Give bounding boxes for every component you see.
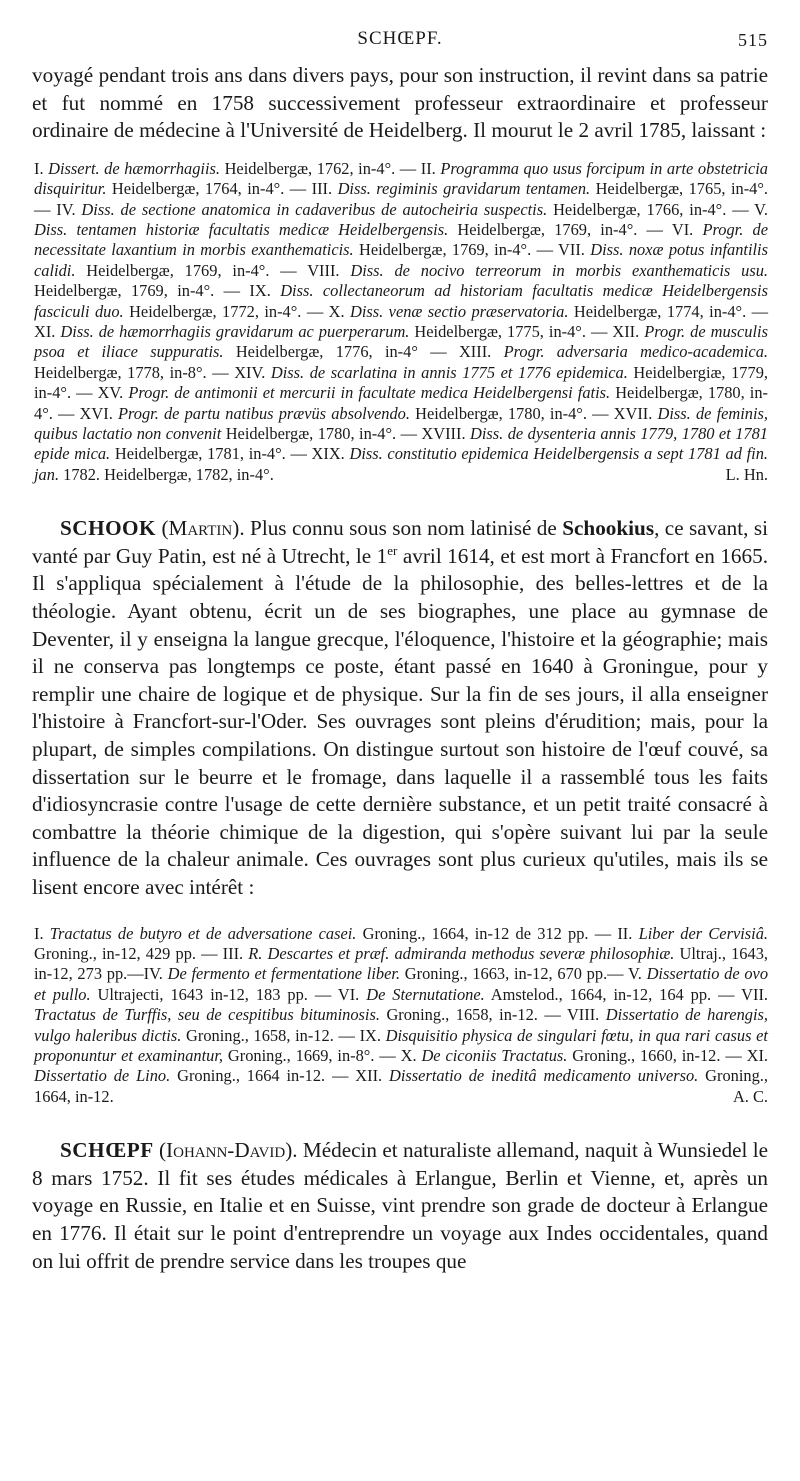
page-header [32, 28, 768, 62]
work-title: Diss. de dysenteria annis 1779, 1780 et 1781 epide mica. [34, 424, 769, 464]
work-title: Diss. regiminis gravidarum tentamen. [337, 179, 591, 199]
citation-detail: Heidelbergæ, 1780, in-4°. — XVIII. [221, 424, 471, 444]
work-title: Diss. collectaneorum ad historiam facultatis medicæ Heidelbergensis fasciculi duo. [34, 281, 768, 321]
author-signature: L. Hn. [725, 464, 768, 484]
citation-detail: Groning., 1669, in-8°. — X. [223, 1046, 422, 1066]
citation-detail: Ultrajecti, 1643 in-12, 183 pp. — VI. [90, 984, 367, 1004]
entry-name: SCHŒPF [60, 1138, 154, 1163]
work-title: Diss. de scarlatina in annis 1775 et 1776 epidemica. [270, 362, 628, 382]
citation-detail: Heidelbergæ, 1781, in-4°. — XIX. [110, 444, 350, 464]
citation-detail: Heidelbergæ, 1780, in-4°. — XVII. [409, 403, 658, 423]
citation-detail: Ultraj., 1643, in-12, 273 pp.—IV. [34, 944, 768, 984]
citation-detail: Groning., 1664 in-12. — XII. [170, 1066, 390, 1086]
entry-text: Plus connu sous son nom latinisé de [244, 516, 563, 541]
work-title: Disquisitio physica de singulari fœtu, in qua rari casus et proponuntur et examinantur, [34, 1025, 768, 1066]
citation-detail: Amstelod., 1664, in-12, 164 pp. — VII. [484, 984, 769, 1004]
work-title: Progr. adversaria medico-academica. [503, 342, 768, 362]
citation-detail: Heidelbergæ, 1772, in-4°. — X. [123, 301, 351, 321]
citation-detail: Groning., 1658, in-12. — IX. [181, 1025, 386, 1045]
work-title: Progr. de antimonii et mercurii in facultate medica Heidelbergensi fatis. [128, 383, 611, 403]
entry-text: Médecin et naturaliste allemand, naquit à Wunsiedel le 8 mars 1752. Il fit ses études médicales à Erlangue, Berlin et Vienne, et, après un voyage en Russie, en Italie et en Suisse, vint prendre son grade de docteur à Erlangue en 1776. Il était sur le point d'entreprendre un voyage aux Indes occidentales, quand on lui offrit de prendre service dans les troupes que [32, 1138, 769, 1273]
page [32, 28, 768, 1275]
citation-detail: Groning., 1660, in-12. — XI. [567, 1046, 769, 1066]
ordinal-suffix: er [387, 542, 398, 558]
bibliography-entries [34, 159, 768, 484]
citation-detail: Heidelbergæ, 1765, in-4°. — IV. [34, 179, 769, 219]
work-title: Dissertatio de harengis, vulgo haleribus dictis. [34, 1005, 768, 1045]
work-title: Diss. constitutio epidemica Heidelbergensis a sept 1781 ad fin. jan. [34, 444, 768, 484]
citation-detail: I. [34, 923, 50, 943]
citation-detail: Groning., 1664, in-12. [34, 1066, 768, 1106]
work-title: Progr. de partu natibus prævüs absolvendo. [117, 403, 410, 423]
work-title: Liber der Cervisiâ. [638, 923, 769, 943]
entry-first-name: (Martin). [161, 516, 245, 541]
citation-detail: Heidelbergæ, 1764, in-4°. — III. [106, 179, 338, 199]
author-signature: A. C. [732, 1086, 768, 1106]
entry-schoepf [32, 1137, 768, 1275]
work-title: Tractatus de Turffis, seu de cespitibus bituminosis. [34, 1005, 380, 1025]
citation-detail: Heidelbergæ, 1776, in-4° — XIII. [223, 342, 504, 362]
citation-detail: Groning., 1658, in-12. — VIII. [379, 1005, 606, 1025]
work-title: Diss. de sectione anatomica in cadaveribus de autocheiria suspectis. [81, 199, 548, 219]
citation-detail: Groning., 1664, in-12 de 312 pp. — II. [356, 923, 639, 943]
page-number: 515 [738, 30, 768, 50]
work-title: Diss. tentamen historiæ facultatis medicæ Heidelbergensis. [34, 220, 449, 239]
work-title: De Sternutatione. [366, 984, 485, 1004]
citation-detail: Groning., 1663, in-12, 670 pp.— V. [400, 964, 647, 984]
entry-schook [32, 515, 768, 901]
citation-detail: Heidelbergæ, 1769, in-4°. — VII. [353, 240, 591, 260]
work-title: De fermento et fermentatione liber. [167, 964, 401, 984]
citation-detail: Heidelbergæ, 1762, in-4°. — II. [220, 158, 441, 178]
work-title: Diss. venæ sectio præservatoria. [350, 301, 569, 321]
citation-detail: Heidelbergæ, 1778, in-8°. — XIV. [34, 362, 271, 382]
work-title: Dissertatio de ineditâ medicamento universo. [389, 1066, 699, 1086]
work-title: Dissert. de hæmorrhagiis. [48, 158, 221, 178]
work-title: R. Descartes et præf. admiranda methodus severæ philosophiæ. [248, 944, 675, 963]
intro-paragraph: voyagé pendant trois ans dans divers pays, pour son instruction, il revint dans sa patrie et fut nommé en 1758 successivement professeur extraordinaire et professeur ordinaire de médecine à l'Université de Heidelberg. Il mourut le 2 avril 1785, laissant : [32, 63, 768, 143]
work-title: De ciconiis Tractatus. [421, 1046, 568, 1066]
bibliography-schoepf-elder [32, 159, 768, 486]
bibliography-entries [34, 924, 768, 1106]
entry-name: SCHOOK [60, 516, 157, 541]
work-title: Dissertatio de Lino. [34, 1066, 171, 1086]
citation-detail: Groning., in-12, 429 pp. — III. [34, 944, 249, 963]
work-title: Diss. de nocivo terreorum in morbis exanthematicis usu. [350, 260, 768, 280]
citation-detail: Heidelbergæ, 1780, in-4°. — XVI. [34, 383, 768, 423]
citation-detail: Heidelbergæ, 1769, in-4°. — VI. [448, 220, 703, 239]
work-title: Tractatus de butyro et de adversatione casei. [49, 923, 357, 943]
work-title: Dissertatio de ovo et pullo. [34, 964, 769, 1004]
work-title: Programma quo usus forcipum in arte obstetricia disquiritur. [34, 158, 768, 199]
citation-detail: Heidelbergæ, 1769, in-4°. — VIII. [75, 260, 351, 280]
work-title: Progr. de musculis psoa et iliace suppuratis. [34, 322, 768, 362]
work-title: Progr. de necessitate laxantium in morbis exanthematicis. [34, 220, 768, 260]
entry-text: avril 1614, et est mort à Francfort en 1665. Il s'appliqua spécialement à l'étude de la philosophie, des belles-lettres et de la théologie. Ayant obtenu, écrit un de ses biographes, une place au gymnase de Deventer, il y enseigna la langue grecque, l'éloquence, l'histoire et la géographie; mais il ne conserva pas longtemps ce poste, étant passé en 1640 à Groningue, pour y remplir une chaire de logique et de physique. Sur la fin de ses jours, il alla enseigner l'histoire à Francfort-sur-l'Oder. Ses ouvrages sont pleins d'érudition; mais, pour la plupart, de simples compilations. On distingue surtout son histoire de l'œuf couvé, sa dissertation sur le beurre et le fromage, dans laquelle il a rassemblé tous les faits d'idiosyncrasie contre l'usage de cette dernière substance, et un petit traité consacré à combattre la théorie chimique de la digestion, qui s'opère suivant lui par la seule influence de la chaleur animale. Ces ouvrages sont plus curieux qu'utiles, mais ils se lisent encore avec intérêt : [32, 543, 768, 899]
work-title: Diss. noxæ potus infantilis calidi. [34, 240, 768, 280]
citation-detail: Heidelbergæ, 1774, in-4°. — XI. [34, 301, 769, 342]
running-title: SCHŒPF. [357, 28, 443, 49]
bibliography-schook [32, 924, 768, 1108]
work-title: Diss. de feminis, quibus lactatio non convenit [34, 403, 769, 444]
citation-detail: Heidelbergæ, 1769, in-4°. — IX. [34, 281, 281, 301]
citation-detail: 1782. Heidelbergæ, 1782, in-4°. [59, 464, 274, 484]
citation-detail: Heidelbergiæ, 1779, in-4°. — XV. [34, 362, 768, 403]
work-title: Diss. de hæmorrhagiis gravidarum ac puerperarum. [60, 322, 410, 342]
citation-detail: Heidelbergæ, 1766, in-4°. — V. [547, 199, 768, 219]
citation-detail: I. [34, 158, 49, 178]
entry-text: , ce savant, si vanté par Guy Patin, est né à Utrecht, le 1 [32, 516, 768, 568]
citation-detail: Heidelbergæ, 1775, in-4°. — XII. [409, 322, 645, 342]
entry-first-name: (Iohann-David). [159, 1138, 298, 1163]
latin-name: Schookius [562, 516, 655, 541]
